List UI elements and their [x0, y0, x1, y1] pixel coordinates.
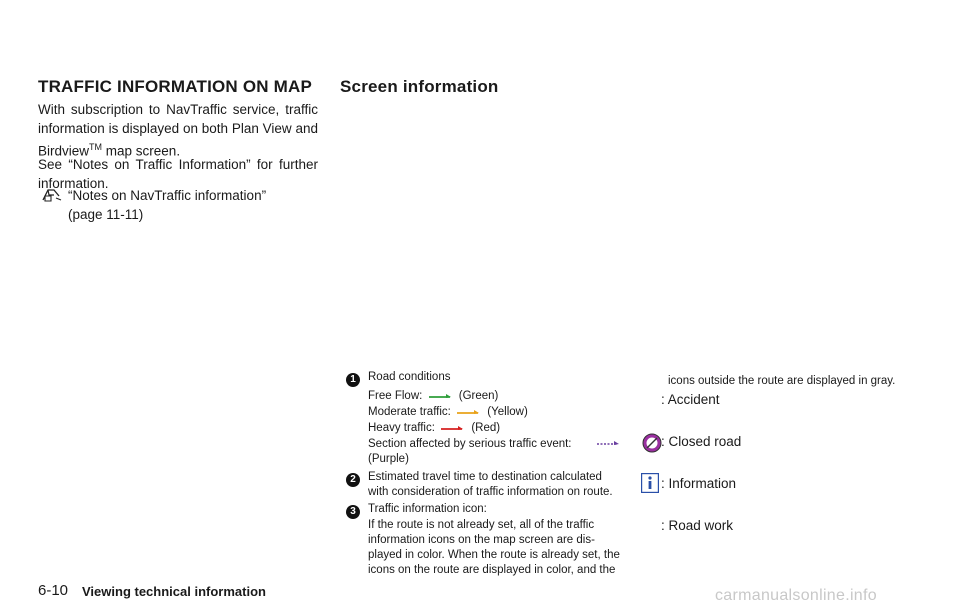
item-number-2: 2	[346, 473, 360, 487]
traffic-icon-line-4: icons on the route are displayed in color, and the	[368, 564, 616, 576]
closed-road-label: : Closed road	[661, 434, 742, 449]
intro-paragraph	[38, 100, 318, 161]
purple-label: (Purple)	[368, 453, 409, 465]
information-icon	[641, 473, 659, 493]
reference-title: “Notes on NavTraffic information”	[68, 188, 267, 203]
section-heading-traffic: TRAFFIC INFORMATION ON MAP	[38, 77, 313, 96]
information-label: : Information	[661, 476, 737, 491]
yellow-label: (Yellow)	[487, 406, 528, 418]
section-heading-screen: Screen information	[340, 77, 499, 96]
road-conditions-label: Road conditions	[368, 371, 451, 383]
reference-icon	[40, 187, 64, 208]
item-number-1: 1	[346, 373, 360, 387]
free-flow-row	[368, 388, 498, 404]
section-label: Section affected by serious traffic event:	[368, 438, 572, 450]
accident-label: : Accident	[661, 392, 720, 407]
green-line-icon	[428, 392, 454, 400]
heavy-row	[368, 420, 500, 436]
page-number: 6-10	[38, 582, 69, 599]
closed-road-icon	[641, 432, 663, 454]
reference-page: (page 11-11)	[68, 207, 144, 222]
free-flow-label: Free Flow:	[368, 390, 423, 402]
intro-text-end: map screen.	[105, 143, 181, 159]
estimated-line-1: Estimated travel time to destination calculated	[368, 471, 602, 483]
estimated-line-2: with consideration of traffic information on route.	[368, 486, 613, 498]
traffic-icon-line-3: played in color. When the route is already set, the	[368, 549, 620, 561]
traffic-icon-line-2: information icons on the map screen are dis-	[368, 534, 595, 546]
traffic-icon-title: Traffic information icon:	[368, 503, 487, 515]
moderate-label: Moderate traffic:	[368, 406, 451, 418]
heavy-label: Heavy traffic:	[368, 422, 435, 434]
trademark: TM	[89, 142, 103, 152]
section-row	[368, 436, 606, 452]
moderate-row	[368, 404, 528, 420]
purple-line-icon	[596, 439, 622, 447]
footer-title: Viewing technical information	[82, 584, 266, 599]
traffic-icon-line-1: If the route is not already set, all of the traffic	[368, 519, 595, 531]
item-number-3: 3	[346, 505, 360, 519]
yellow-line-icon	[456, 408, 482, 416]
traffic-icon-line-5: icons outside the route are displayed in gray.	[668, 375, 896, 387]
red-label: (Red)	[471, 422, 501, 434]
see-paragraph: See “Notes on Traffic Information” for further information.	[38, 157, 318, 191]
green-label: (Green)	[458, 390, 499, 402]
intro-text: With subscription to NavTraffic service, traffic information is displayed on both Plan View and Birdview	[38, 102, 318, 159]
road-work-label: : Road work	[661, 518, 734, 533]
red-line-icon	[440, 424, 466, 432]
watermark: carmanualsonline.info	[715, 587, 877, 604]
